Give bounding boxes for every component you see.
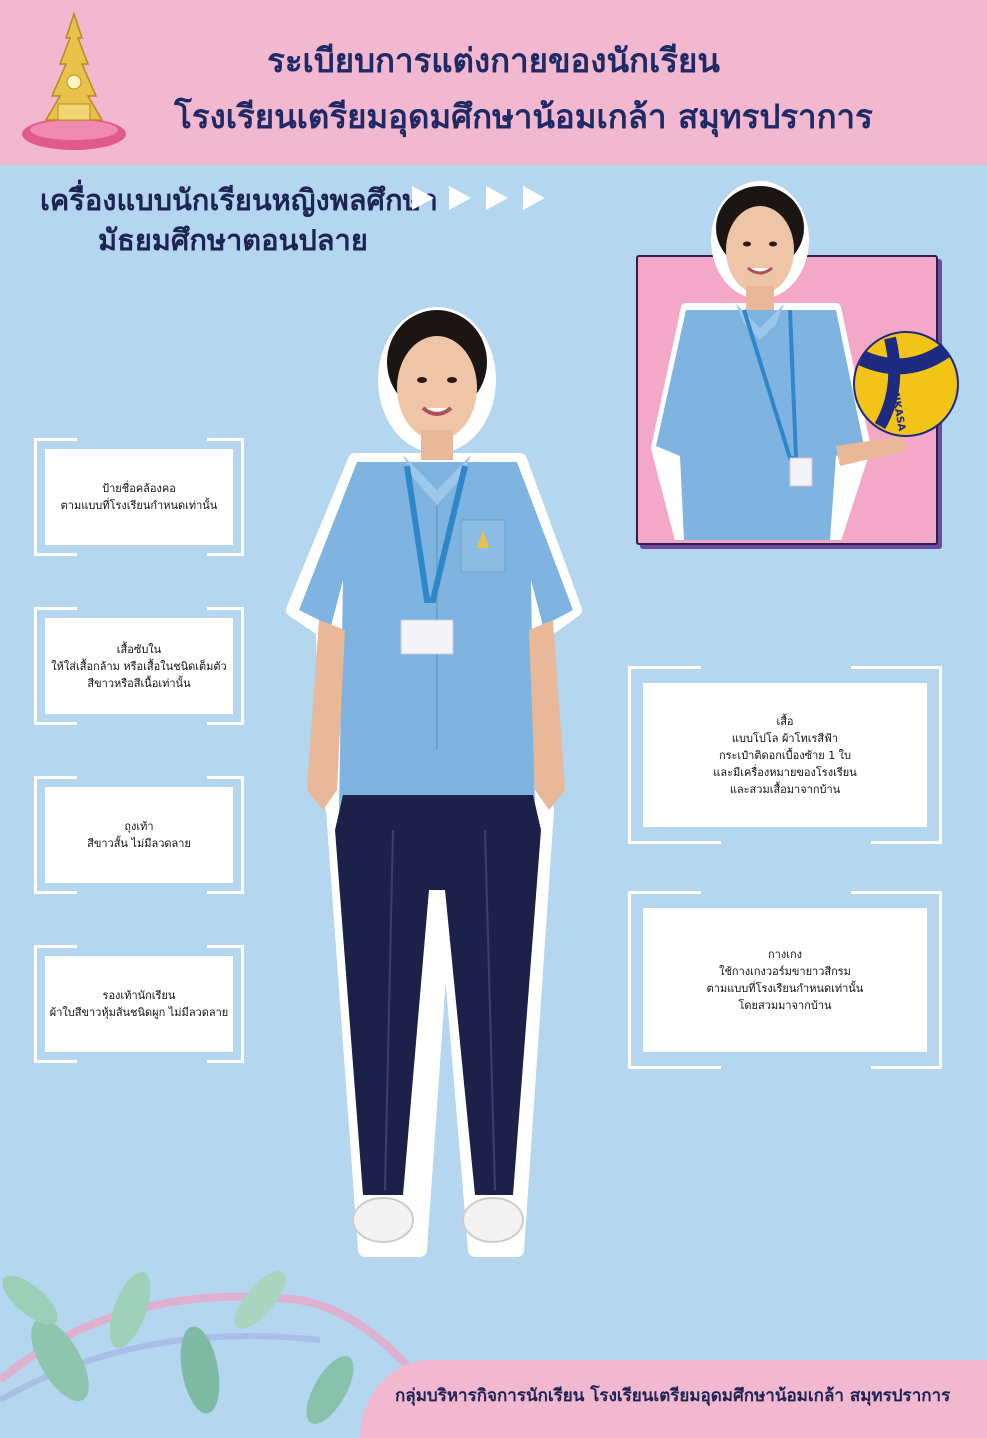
play-arrow-icon	[523, 186, 545, 210]
label-socks	[34, 776, 244, 894]
section-title-line1: เครื่องแบบนักเรียนหญิงพลศึกษา	[40, 183, 438, 217]
label-line: เสื้อ	[776, 714, 794, 728]
label-line: เสื้อซับใน	[116, 642, 162, 656]
label-line: แบบโปโล ผ้าโทเรสีฟ้า	[731, 731, 839, 745]
arrow-decoration	[412, 186, 555, 214]
label-line: รองเท้านักเรียน	[102, 989, 176, 1002]
label-line: กางเกง	[768, 948, 802, 961]
label-line: ให้ใส่เสื้อกล้าม หรือเสื้อในชนิดเต็มตัว	[51, 659, 227, 673]
label-undershirt	[34, 607, 244, 725]
play-arrow-icon	[412, 186, 434, 210]
label-name-tag	[34, 438, 244, 556]
label-line: ตามแบบที่โรงเรียนกำหนดเท่านั้น	[706, 982, 864, 995]
footer-text: กลุ่มบริหารกิจการนักเรียน โรงเรียนเตรียมอุดมศึกษาน้อมเกล้า สมุทรปราการ	[395, 1386, 951, 1406]
label-pants	[628, 891, 942, 1069]
student-with-volleyball-illustration	[640, 178, 970, 540]
volleyball-brand-text: MIKASA	[888, 386, 907, 433]
label-line: ป้ายชื่อคล้องคอ	[102, 482, 176, 495]
label-line: ใช้กางเกงวอร์มขายาวสีกรม	[719, 965, 851, 978]
label-line: กระเป๋าติดอกเบื้องซ้าย 1 ใบ	[718, 748, 852, 762]
play-arrow-icon	[449, 186, 471, 210]
label-line: สีขาวสั้น ไม่มีลวดลาย	[87, 837, 191, 850]
label-shirt	[628, 666, 942, 844]
label-line: สีขาวหรือสีเนื้อเท่านั้น	[87, 676, 191, 690]
label-line: และมีเครื่องหมายของโรงเรียน	[713, 765, 857, 779]
student-figure-illustration	[285, 290, 585, 1260]
header-title-line1: ระเบียบการแต่งกายของนักเรียน	[267, 41, 720, 80]
label-line: ผ้าใบสีขาวหุ้มส้นชนิดผูก ไม่มีลวดลาย	[49, 1006, 229, 1019]
section-title-line2: มัธยมศึกษาตอนปลาย	[98, 223, 368, 257]
leaves-ribbon-decoration	[0, 1240, 420, 1438]
label-shoes	[34, 945, 244, 1063]
label-line: และสวมเสื้อมาจากบ้าน	[729, 782, 841, 796]
header-banner	[0, 0, 987, 165]
label-line: ถุงเท้า	[124, 820, 154, 833]
label-line: ตามแบบที่โรงเรียนกำหนดเท่านั้น	[60, 499, 218, 512]
section-title	[40, 180, 438, 260]
label-line: โดยสวมมาจากบ้าน	[738, 999, 832, 1012]
play-arrow-icon	[486, 186, 508, 210]
header-title-line2: โรงเรียนเตรียมอุดมศึกษาน้อมเกล้า สมุทรปราการ	[174, 97, 873, 136]
